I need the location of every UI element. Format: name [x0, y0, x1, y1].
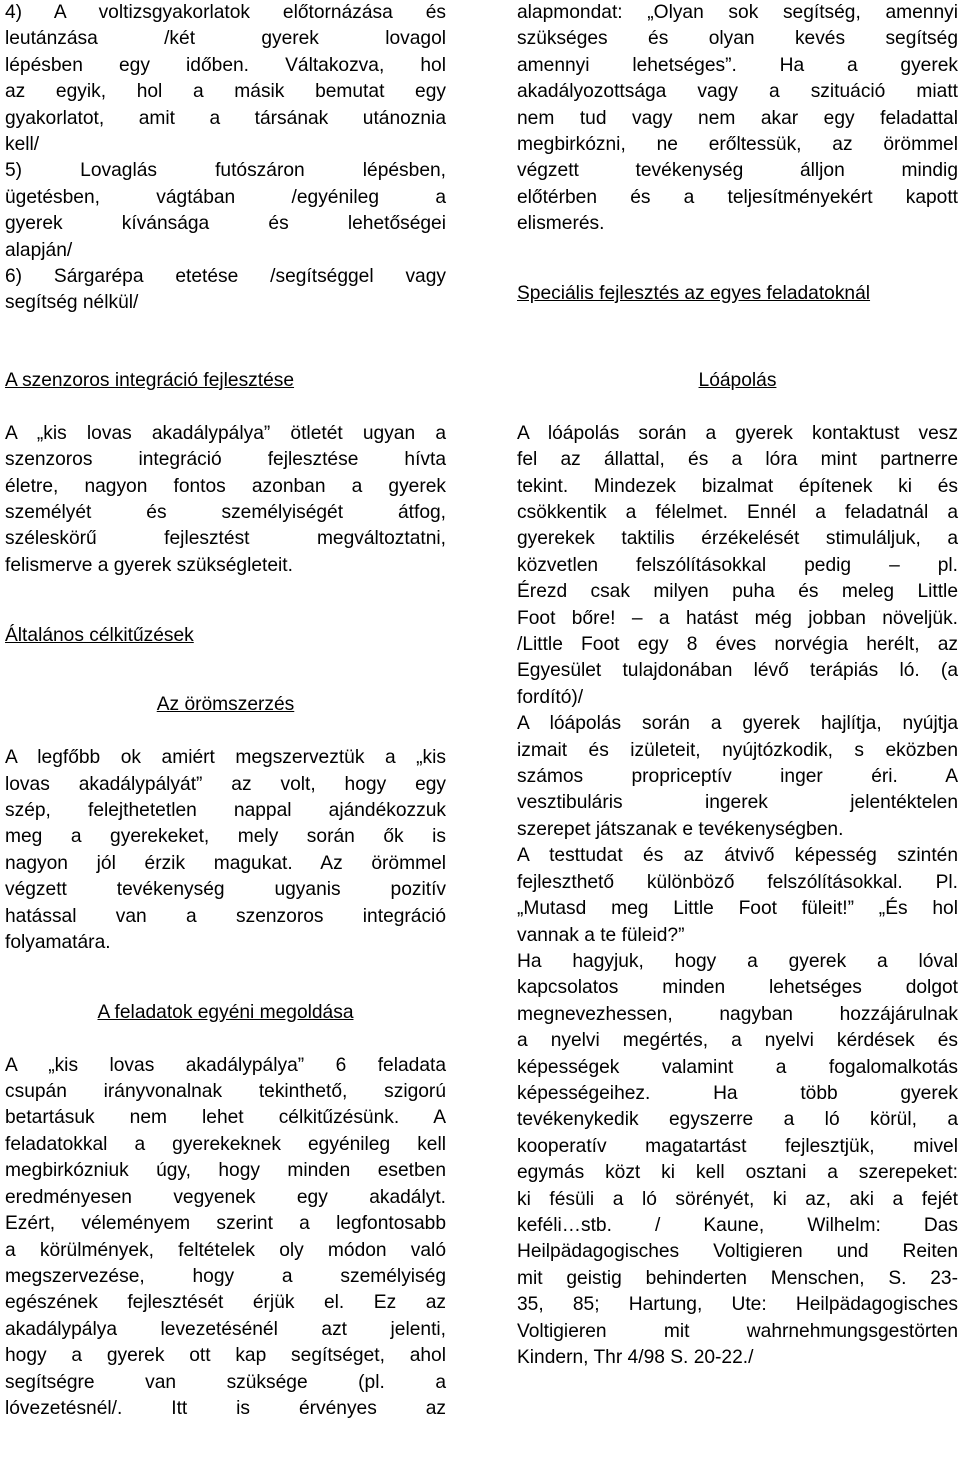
text-line: folyamatára. [5, 932, 111, 954]
principle-paragraph [517, 0, 958, 238]
text-line: egymás közt ki kell osztani a szerepeket: [517, 1162, 958, 1184]
text-line: Voltigieren mit wahrnehmungsgestörten [517, 1320, 958, 1342]
subsection-heading: Az örömszerzés [156, 694, 295, 716]
text-line: fel az állattal, és a lóra mint partnerre [517, 449, 958, 471]
text-line: segítség nélkül/ [5, 292, 139, 314]
text-line: a körülmények, feltételek oly módon való [5, 1239, 446, 1261]
text-line: gyerek kívánsága és lehetőségei [5, 213, 446, 235]
text-line: A testtudat és az átvivő képesség szintén [517, 845, 958, 867]
text-line: végzett tevékenység álljon mindig [517, 160, 958, 182]
text-line: akadályozottsága vagy a szituáció miatt [517, 81, 958, 103]
text-line: segítségre van szüksége (pl. a [5, 1371, 446, 1393]
section-heading: A szenzoros integráció fejlesztése [5, 370, 295, 391]
text-line: leutánzása /két gyerek lovagol [5, 28, 446, 50]
text-line: megnevezhessen, nagyban hozzájárulnak [517, 1003, 958, 1025]
text-line: szenzoros integráció fejlesztése hívta [5, 449, 446, 471]
text-line: csupán irányvonalnak tekinthető, szigorú [5, 1081, 446, 1103]
text-line: izmait és izületeit, nyújtózkodik, s eközben [517, 739, 958, 761]
text-line: ki fésüli a ló sörényét, ki az, aki a fejét [517, 1188, 958, 1210]
text-line: 6) Sárgarépa etetése /segítséggel vagy [5, 266, 446, 288]
text-line: képességek valamint a fogalomalkotás [517, 1056, 958, 1078]
text-line: felismerve a gyerek szükségleteit. [5, 554, 293, 576]
text-line: megszervezése, hogy a személyiség [5, 1265, 446, 1287]
horse-care-paragraph [517, 421, 958, 1372]
text-line: betartásuk nem lehet célkitűzésünk. A [5, 1107, 446, 1129]
text-line: személyét és személyiségét átfog, [5, 502, 446, 524]
text-line: gyakorlatot, amit a társának utánoznia [5, 107, 446, 129]
right-column [517, 368, 958, 1371]
text-line: szükséges és olyan kevés segítség [517, 28, 958, 50]
text-line: 35, 85; Hartung, Ute: Heilpädagogisches [517, 1294, 958, 1316]
section-heading: Általános célkitűzések [5, 624, 194, 646]
text-line: közvetlen felszólításokkal pedig – pl. [517, 554, 958, 576]
text-line: amennyi lehetséges”. Ha a gyerek [517, 54, 958, 76]
text-line: számos propriceptív inger éri. A [517, 766, 958, 788]
text-line: fejleszthető különböző felszólításokkal. Pl. [517, 871, 958, 893]
text-line: hogy a gyerek ott kap segítséget, ahol [5, 1345, 446, 1367]
text-line: 5) Lovaglás futószáron lépésben, [5, 160, 446, 182]
text-line: A legfőbb ok amiért megszerveztük a „kis [5, 747, 446, 769]
text-line: Heilpädagogisches Voltigieren und Reiten [517, 1241, 958, 1263]
text-line: egészének fejlesztését érjük el. Ez az [5, 1292, 446, 1314]
section-heading: Speciális fejlesztés az egyes feladatoknál [517, 283, 871, 305]
intro-paragraph [5, 421, 446, 579]
text-line: lovas akadálypályát” az volt, hogy egy [5, 773, 446, 795]
text-line: keféli…stb. / Kaune, Wilhelm: Das [517, 1214, 958, 1236]
text-line: nagyon jól érzik magukat. Az örömmel [5, 852, 446, 874]
top-right-column [517, 0, 958, 307]
section-heading: Lóápolás [698, 370, 777, 391]
text-line: megbirkózniuk úgy, hogy minden esetben [5, 1160, 446, 1182]
subsection-heading: A feladatok egyéni megoldása [97, 1001, 354, 1023]
text-line: fordító)/ [517, 686, 584, 708]
text-line: tevékenykedik egyszerre a ló körül, a [517, 1109, 958, 1131]
text-line: az egyik, hol a másik bemutat egy [5, 81, 446, 103]
text-line: szerepet játszanak e tevékenységben. [517, 818, 844, 840]
text-line: kooperatív magatartást fejlesztjük, mivel [517, 1135, 958, 1157]
text-line: kapcsolatos minden lehetséges dolgot [517, 977, 958, 999]
text-line: a nyelvi megértés, a nyelvi kérdések és [517, 1030, 958, 1052]
text-line: mit geistig behinderten Menschen, S. 23- [517, 1267, 958, 1289]
text-line: meg a gyerekeket, mely során ők is [5, 826, 446, 848]
text-line: alapján/ [5, 239, 73, 261]
text-line: A „kis lovas akadálypálya” ötletét ugyan a [5, 422, 446, 444]
text-line: ügetésben, vágtában /egyénileg a [5, 186, 446, 208]
text-line: feladatokkal a gyerekeknek egyénileg kell [5, 1133, 446, 1155]
text-line: gyerekek taktilis érzékelését stimuláljuk, a [517, 528, 958, 550]
text-line: Ezért, véleményem szerint a legfontosabb [5, 1213, 446, 1235]
text-line: szép, felejthetetlen nappal ajándékozzuk [5, 800, 446, 822]
text-line: Egyesület tulajdonában lévő terápiás ló. (a [517, 660, 958, 682]
text-line: hatással van a szenzoros integráció [5, 905, 446, 927]
tasks-paragraph [5, 1053, 446, 1423]
text-line: képességeihez. Ha több gyerek [517, 1082, 958, 1104]
joy-paragraph [5, 745, 446, 956]
text-line: A lóápolás során a gyerek hajlítja, nyújtja [517, 713, 958, 735]
text-line: Érezd csak milyen puha és meleg Little [517, 581, 958, 603]
text-line: megbirkózni, ne erőltessük, az örömmel [517, 134, 958, 156]
exercise-list [5, 0, 446, 317]
text-line: nem tud vagy nem akar egy feladattal [517, 107, 958, 129]
text-line: Kindern, Thr 4/98 S. 20-22./ [517, 1347, 754, 1369]
text-line: Ha hagyjuk, hogy a gyerek a lóval [517, 950, 958, 972]
text-line: 4) A voltizsgyakorlatok előtornázása és [5, 2, 446, 23]
top-left-column [5, 0, 446, 317]
text-line: széleskörű fejlesztést megváltoztatni, [5, 528, 446, 550]
left-column [5, 368, 446, 1422]
text-line: lépésben egy időben. Váltakozva, hol [5, 54, 446, 76]
text-line: Foot bőre! – a hatást még jobban növeljük. [517, 607, 958, 629]
text-line: vesztibuláris ingerek jelentéktelen [517, 792, 958, 814]
text-line: alapmondat: „Olyan sok segítség, amennyi [517, 2, 958, 23]
text-line: tekint. Mindezek bizalmat építenek ki és [517, 475, 958, 497]
text-line: kell/ [5, 134, 40, 156]
text-line: eredményesen vegyenek egy akadályt. [5, 1186, 446, 1208]
text-line: elismerés. [517, 213, 605, 235]
text-line: csökkentik a félelmet. Ennél a feladatnál a [517, 502, 958, 524]
text-line: /Little Foot egy 8 éves norvégia herélt, az [517, 634, 958, 656]
text-line: lóvezetésnél/. Itt is érvényes az [5, 1397, 446, 1419]
text-line: akadálypálya levezetésénél azt jelenti, [5, 1318, 446, 1340]
text-line: vannak a te füleid?” [517, 924, 685, 946]
text-line: A lóápolás során a gyerek kontaktust vesz [517, 422, 958, 444]
text-line: A „kis lovas akadálypálya” 6 feladata [5, 1054, 446, 1076]
text-line: végzett tevékenység ugyanis pozitív [5, 879, 446, 901]
text-line: „Mutasd meg Little Foot füleit!” „És hol [517, 898, 958, 920]
text-line: előtérben és a teljesítményekért kapott [517, 186, 958, 208]
text-line: életre, nagyon fontos azonban a gyerek [5, 475, 446, 497]
